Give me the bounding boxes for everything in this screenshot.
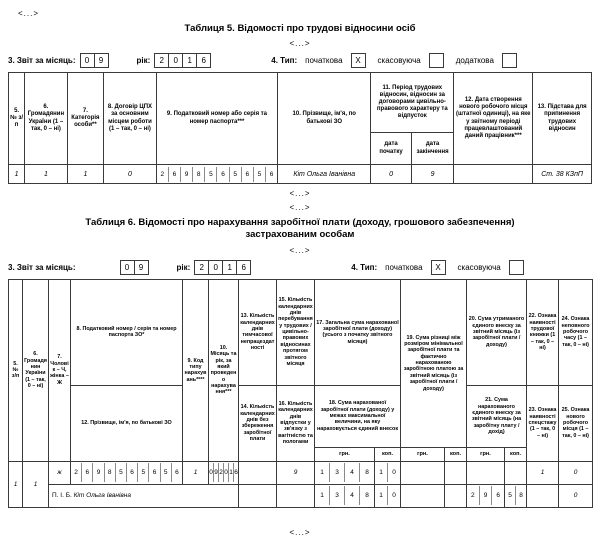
t5-termination-value: Ст. 38 КЗпП xyxy=(533,165,592,184)
t5-col-category: 7. Категорія особи** xyxy=(67,73,103,165)
t6-total-kop-cells xyxy=(375,461,401,484)
year-digit-box: 2 xyxy=(154,53,169,68)
t6-withheld-kop-cells xyxy=(505,461,527,484)
year-digit-box: 0 xyxy=(208,260,223,275)
t5-col-citizen: 6. Громадянин України (1 – так, 0 – ні) xyxy=(25,73,68,165)
t6-col-name: 12. Прізвище, ім'я, по батькові ЗО xyxy=(71,385,183,461)
t5-taxnumber-cells xyxy=(156,165,277,184)
t6-num-value: 1 xyxy=(9,461,23,507)
t6-col-accrued-esv: 21. Сума нарахованого єдиного внеску за звітний місяць (на заробітну плату / дохід) xyxy=(467,385,527,447)
table6-title: Таблиця 6. Відомості про нарахування заробітної плати (доходу, грошового забезпечення) застрахованим особам xyxy=(85,217,515,240)
t6-col-accrual-type: 9. Код типу нарахувань**** xyxy=(183,279,209,461)
t6-name-value: Кіт Ольга Іванівна xyxy=(73,492,131,500)
t6-esv-grn-cells xyxy=(467,484,505,507)
t5-cpx-value: 0 xyxy=(104,165,157,184)
t5-date-start-value: 0 xyxy=(371,165,411,184)
truncation-marker: <...> xyxy=(289,189,311,198)
t5-col-num: 5. № з/п xyxy=(9,73,25,165)
table6-data-row-2 xyxy=(9,484,593,507)
t6-monthyear-cells xyxy=(209,461,239,484)
report-month-label: 3. Звіт за місяць: xyxy=(8,262,76,272)
t6-withheld-grn-cells xyxy=(467,461,505,484)
report-type-label: 4. Тип: xyxy=(351,262,378,272)
t6-diff-kop-cells xyxy=(445,461,467,484)
t6-accrual-type-value: 1 xyxy=(183,461,209,484)
t6-col-flag-special: 23. Ознака наявності спецстажу (1 – так, 0 – ні) xyxy=(527,385,559,461)
t6-diff-grn-cells xyxy=(401,461,445,484)
t5-col-name: 10. Прізвище, ім'я, по батькові ЗО xyxy=(278,73,371,165)
pib-label: П. І. Б. xyxy=(52,492,72,500)
report-month-label: 3. Звіт за місяць: xyxy=(8,56,76,65)
table5-header-row xyxy=(9,73,592,133)
table6-header-row-bottom xyxy=(9,385,593,447)
t6-days-sick-value xyxy=(239,461,277,484)
t6-esv-kop-cells xyxy=(505,484,527,507)
year-digit-box: 0 xyxy=(168,53,183,68)
truncation-marker: <...> xyxy=(289,39,311,48)
report-type-label: 4. Тип: xyxy=(271,56,298,65)
t6-days-employed-value: 9 xyxy=(277,461,315,484)
month-digit-box: 9 xyxy=(134,260,149,275)
digit-grid xyxy=(401,463,444,482)
kop-label: коп. xyxy=(445,447,467,461)
t5-date-end-value: 9 xyxy=(411,165,454,184)
month-digit-box: 0 xyxy=(120,260,135,275)
t6-col-minwage-diff: 19. Сума різниці між розміром мінімальної заробітної плати та фактично нарахованою заробітною платою за звітний місяць (із заробітної плати / доходу) xyxy=(401,279,467,447)
t6-name-cell xyxy=(49,484,239,507)
t6-max-kop-cells xyxy=(375,484,401,507)
kop-label: коп. xyxy=(505,447,527,461)
t5-col-newworkplace: 12. Дата створення нового робочого місця (штатної одиниці), на яке у звітному періоді працевлаштований даний працівник*** xyxy=(454,73,533,165)
t6-col-flag-workbook: 22. Ознака наявності трудової книжки (1 – так, 0 – ні) xyxy=(527,279,559,385)
t5-col-date-start: дата початку xyxy=(371,133,411,165)
digit-grid: 2 9 6 xyxy=(467,486,504,505)
type-cancel-checkbox xyxy=(429,53,444,68)
t5-col-termination: 13. Підстава для припинення трудових відносин xyxy=(533,73,592,165)
t6-sex-value: ж xyxy=(49,461,71,484)
year-digit-box: 6 xyxy=(236,260,251,275)
type-option-label: скасовуюча xyxy=(457,262,501,272)
t6-diff2-kop-cell xyxy=(445,484,467,507)
table5 xyxy=(8,72,592,184)
type-cancel-checkbox xyxy=(509,260,524,275)
truncation-marker: <...> xyxy=(289,203,311,212)
month-digit-box: 0 xyxy=(80,53,95,68)
digit-grid: 1 0 xyxy=(375,486,400,505)
digit-grid: 1 3 4 8 xyxy=(315,486,374,505)
truncation-marker: <...> xyxy=(289,245,311,255)
table6-header-row-top xyxy=(9,279,593,385)
type-option-label: початкова xyxy=(385,262,423,272)
type-initial-checkbox: X xyxy=(431,260,446,275)
digit-grid: 0 9 2 0 1 6 xyxy=(209,463,238,482)
year-digit-box: 2 xyxy=(194,260,209,275)
t6-col-days-sick: 13. Кількість календарних днів тимчасової непрацездатності xyxy=(239,279,277,385)
table6-report-controls xyxy=(8,260,592,275)
t6-flag-newplace-value: 0 xyxy=(559,484,593,507)
grn-label: грн. xyxy=(467,447,505,461)
t6-col-flag-newplace: 25. Ознака нового робочого місця (1 – так, 0 – ні) xyxy=(559,385,593,461)
year-digit-box: 1 xyxy=(182,53,197,68)
t6-flag-workbook-value: 1 xyxy=(527,461,559,484)
report-year-label: рік: xyxy=(176,262,191,272)
type-initial-checkbox: X xyxy=(351,53,366,68)
year-digit-box: 6 xyxy=(196,53,211,68)
t5-num-value: 1 xyxy=(9,165,25,184)
table5-data-row xyxy=(9,165,592,184)
table5-title: Таблиця 5. Відомості про трудові відносини осіб xyxy=(184,23,416,34)
t6-col-days-unpaid: 14. Кількість календарних днів без збереження заробітної плати xyxy=(239,385,277,461)
truncation-marker: <...> xyxy=(18,9,40,18)
report-month-boxes xyxy=(121,260,149,275)
t6-flag-special-value xyxy=(527,484,559,507)
type-option-label: скасовуюча xyxy=(377,56,421,65)
report-year-boxes xyxy=(195,260,251,275)
digit-grid xyxy=(467,463,504,482)
digit-grid: 5 8 xyxy=(505,486,526,505)
t6-col-withheld-esv: 20. Сума утриманого єдиного внеску за звітний місяць (із заробітної плати / доходу) xyxy=(467,279,527,385)
t6-total-grn-cells xyxy=(315,461,375,484)
month-digit-box: 9 xyxy=(94,53,109,68)
t6-col-total-salary: 17. Загальна сума нарахованої заробітної плати (доходу) (усього з початку звітного місяця) xyxy=(315,279,401,385)
table6 xyxy=(8,279,593,508)
digit-grid xyxy=(505,463,526,482)
type-option-label: початкова xyxy=(305,56,343,65)
t6-flag-parttime-value: 0 xyxy=(559,461,593,484)
t6-taxnumber-cells xyxy=(71,461,183,484)
t6-col-monthyear: 10. Місяць та рік, за який проведено нарахування*** xyxy=(209,279,239,461)
digit-grid: 1 3 4 8 xyxy=(315,463,374,482)
t6-col-num: 5. № з/п xyxy=(9,279,23,461)
digit-grid: 2 6 9 8 5 6 5 6 5 6 xyxy=(71,463,182,482)
t5-col-date-end: дата закінчення xyxy=(411,133,454,165)
t6-max-grn-cells xyxy=(315,484,375,507)
t6-col-taxnumber: 8. Податковий номер / серія та номер паспорта ЗО* xyxy=(71,279,183,385)
t6-col-sex: 7. Чоловік – Ч, жінка – Ж xyxy=(49,279,71,461)
table6-data-row-1 xyxy=(9,461,593,484)
t5-col-cpx: 8. Договір ЦПХ за основним місцем роботи (1 – так, 0 – ні) xyxy=(104,73,157,165)
report-year-label: рік: xyxy=(136,56,151,65)
t6-citizen-value: 1 xyxy=(23,461,49,507)
grn-label: грн. xyxy=(315,447,375,461)
t6-days-unpaid-value xyxy=(239,484,277,507)
kop-label: коп. xyxy=(375,447,401,461)
truncation-marker: <...> xyxy=(289,527,311,537)
t5-col-taxnumber: 9. Податковий номер або серія та номер паспорта*** xyxy=(156,73,277,165)
t5-col-period: 11. Період трудових відносин, відносин за договорами цивільно-правового характеру та відпусток xyxy=(371,73,454,133)
year-digit-box: 1 xyxy=(222,260,237,275)
t6-col-max-salary: 18. Сума нарахованої заробітної плати (доходу) у межах максимальної величини, на яку нараховується єдиний внесок xyxy=(315,385,401,447)
t6-col-flag-parttime: 24. Ознака неповного робочого часу (1 – так, 0 – ні) xyxy=(559,279,593,385)
t5-newworkplace-value xyxy=(454,165,533,184)
digit-grid xyxy=(445,463,466,482)
digit-grid: 1 0 xyxy=(375,463,400,482)
digit-grid: 2 6 9 8 5 6 5 6 5 6 xyxy=(157,167,277,182)
t6-diff2-grn-cell xyxy=(401,484,445,507)
type-option-label: додаткова xyxy=(455,56,494,65)
t6-days-maternity-value xyxy=(277,484,315,507)
t5-category-value: 1 xyxy=(67,165,103,184)
grn-label: грн. xyxy=(401,447,445,461)
type-additional-checkbox xyxy=(502,53,517,68)
t5-name-value: Кіт Ольга Іванівна xyxy=(278,165,371,184)
report-month-boxes xyxy=(81,53,109,68)
t6-col-citizen: 6. Громадянин України (1 – так, 0 – ні) xyxy=(23,279,49,461)
table5-report-controls xyxy=(8,53,592,68)
t6-col-days-maternity: 16. Кількість календарних днів відпустки у зв'язку з вагітністю та пологами xyxy=(277,385,315,461)
report-year-boxes xyxy=(155,53,211,68)
t6-col-days-employed: 15. Кількість календарних днів перебування у трудових / цивільно-правових відносинах протягом звітного місяця xyxy=(277,279,315,385)
t5-citizen-value: 1 xyxy=(25,165,68,184)
